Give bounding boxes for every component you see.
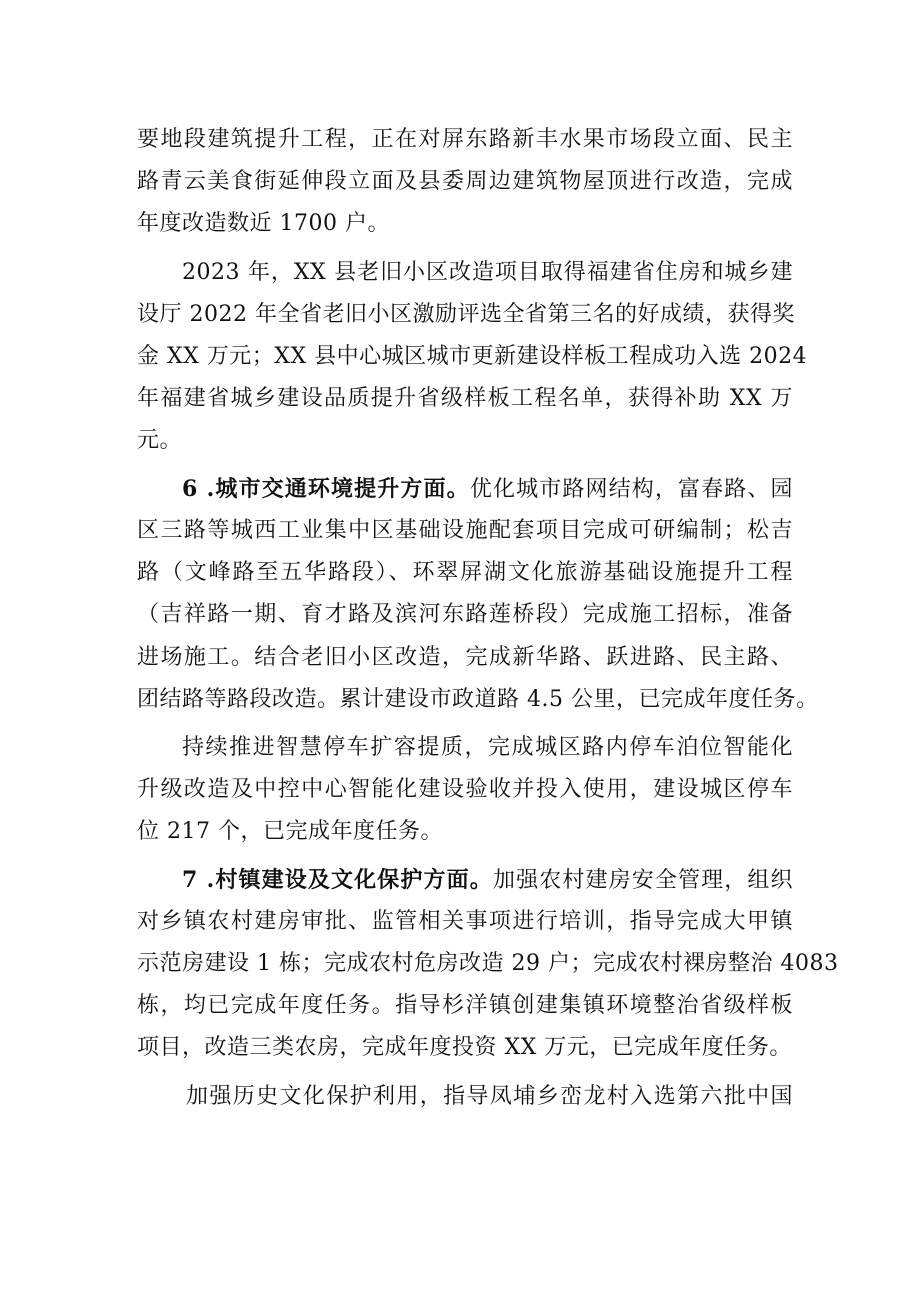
paragraph-line: 升级改造及中控中心智能化建设验收并投入使用，建设城区停车 <box>137 777 793 802</box>
paragraph-line: 栋，均已完成年度任务。指导杉洋镇创建集镇环境整治省级样板 <box>137 993 793 1018</box>
paragraph-line: 年度改造数近 1700 户。 <box>137 211 390 236</box>
paragraph-line: 对乡镇农村建房审批、监管相关事项进行培训，指导完成大甲镇 <box>137 909 793 934</box>
paragraph-line: 年福建省城乡建设品质提升省级样板工程名单，获得补助 XX 万 <box>137 386 794 411</box>
paragraph-text: 加强农村建房安全管理，组织 <box>492 868 793 893</box>
paragraph-line: 要地段建筑提升工程，正在对屏东路新丰水果市场段立面、民主 <box>137 127 793 152</box>
paragraph-line: 持续推进智慧停车扩容提质，完成城区路内停车泊位智能化 <box>182 735 793 760</box>
paragraph-line: 金 XX 万元；XX 县中心城区城市更新建设样板工程成功入选 2024 <box>137 344 808 369</box>
paragraph-line: 示范房建设 1 栋；完成农村危房改造 29 户；完成农村裸房整治 4083 <box>137 951 839 976</box>
paragraph-text: 优化城市路网结构，富春路、园 <box>469 477 793 502</box>
paragraph-line: 2023 年，XX 县老旧小区改造项目取得福建省住房和城乡建 <box>182 260 793 285</box>
paragraph-line: 路（文峰路至五华路段）、环翠屏湖文化旅游基础设施提升工程 <box>137 560 793 585</box>
paragraph-line: 项目，改造三类农房，完成年度投资 XX 万元，已完成年度任务。 <box>137 1035 792 1060</box>
paragraph-line: 元。 <box>137 428 183 453</box>
paragraph-line: 团结路等路段改造。累计建设市政道路 4.5 公里，已完成年度任务。 <box>137 687 819 712</box>
section-heading-line <box>182 474 793 505</box>
paragraph-line: 路青云美食街延伸段立面及县委周边建筑物屋顶进行改造，完成 <box>137 169 793 194</box>
paragraph-line: 加强历史文化保护利用，指导凤埔乡峦龙村入选第六批中国 <box>186 1084 793 1109</box>
paragraph-line: 设厅 2022 年全省老旧小区激励评选全省第三名的好成绩，获得奖 <box>137 302 795 327</box>
section-heading: 6 .城市交通环境提升方面。 <box>182 476 470 502</box>
section-heading-line <box>182 865 793 896</box>
section-heading: 7 .村镇建设及文化保护方面。 <box>182 867 493 893</box>
paragraph-line: （吉祥路一期、育才路及滨河东路莲桥段）完成施工招标，准备 <box>137 602 793 627</box>
paragraph-line: 位 217 个，已完成年度任务。 <box>137 819 443 844</box>
paragraph-line: 区三路等城西工业集中区基础设施配套项目完成可研编制；松吉 <box>137 518 793 543</box>
paragraph-line: 进场施工。结合老旧小区改造，完成新华路、跃进路、民主路、 <box>137 645 793 670</box>
